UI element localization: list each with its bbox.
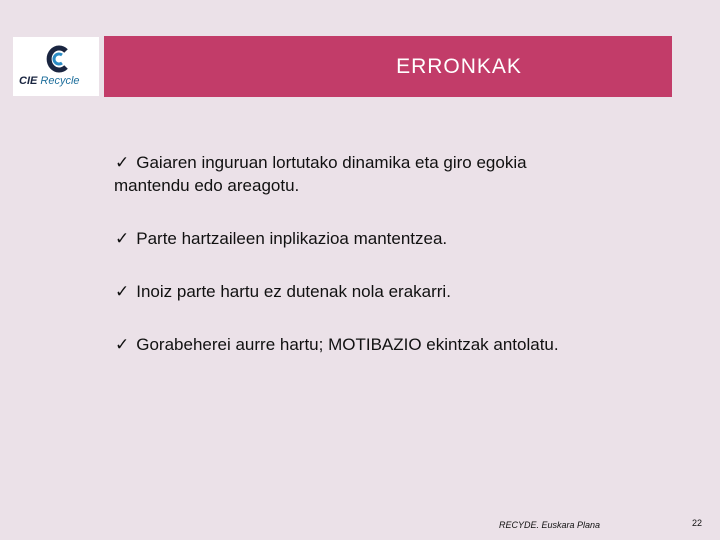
checkmark-icon: ✓ (115, 335, 130, 354)
title-bar (104, 36, 672, 97)
logo-brand-secondary: Recycle (40, 75, 80, 87)
logo-wordmark (19, 75, 80, 87)
list-item (115, 228, 447, 250)
checkmark-icon: ✓ (115, 282, 130, 301)
page-number: 22 (692, 518, 703, 528)
list-item-text: Inoiz parte hartu ez dutenak nola erakarri. (136, 282, 451, 301)
footer-text: RECYDE. Euskara Plana (499, 520, 601, 530)
list-item (115, 281, 451, 303)
logo-brand-primary: CIE (19, 75, 38, 87)
list-item (115, 152, 527, 174)
cie-recycle-logo-icon (45, 45, 69, 73)
checkmark-icon: ✓ (115, 153, 130, 172)
list-item (115, 334, 559, 356)
list-item-text: Gorabeherei aurre hartu; MOTIBAZIO ekintzak antolatu. (136, 335, 559, 354)
list-item-text: Gaiaren inguruan lortutako dinamika eta giro egokia (136, 153, 527, 172)
page-title: ERRONKAK (396, 54, 522, 78)
checkmark-icon: ✓ (115, 229, 130, 248)
list-item-text: Parte hartzaileen inplikazioa mantentzea. (136, 229, 448, 248)
list-item-continuation: mantendu edo areagotu. (114, 176, 300, 195)
logo (13, 37, 99, 96)
